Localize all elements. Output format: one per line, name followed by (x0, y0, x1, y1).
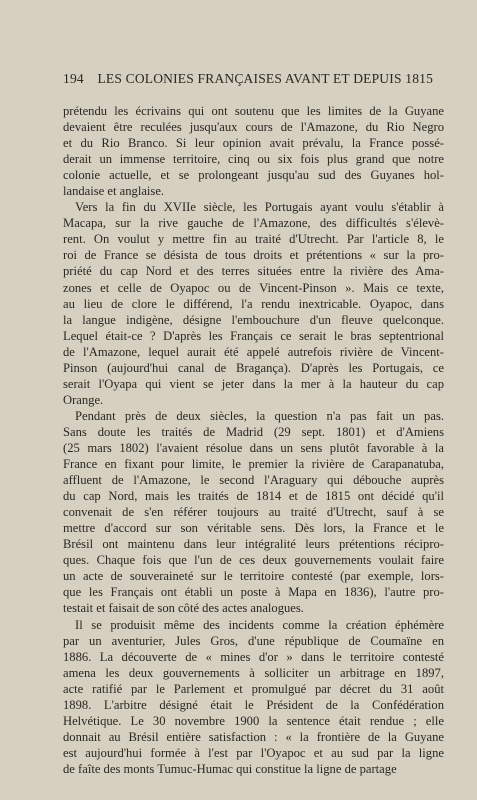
text-line: et du Rio Branco. Si leur opinion avait prévalu, la France possé- (63, 136, 444, 151)
text-line: acte ratifié par le Parlement et promulgué par décret du 31 août (63, 681, 444, 696)
text-line: la langue indigène, désigne l'embouchure d'un fleuve quelconque. (63, 312, 444, 327)
text-line: est aujourd'hui formée à l'est par l'Oyapoc et au sud par la ligne (63, 745, 444, 760)
running-head (63, 71, 443, 87)
text-line: France en fixant pour limite, le premier la rivière de Carapanatuba, (63, 457, 444, 472)
text-line: devaient être reculées jusqu'aux cours de l'Amazone, du Rio Negro (63, 120, 444, 135)
text-line: Orange. (63, 392, 104, 407)
text-line: zones et celle de Oyapoc ou de Vincent-Pinson ». Mais ce texte, (63, 280, 444, 295)
page-number: 194 (63, 71, 84, 86)
text-line: donnait au Brésil entière satisfaction : « la frontière de la Guyane (63, 729, 444, 744)
text-line: landaise et anglaise. (63, 184, 165, 199)
text-line: de faîte des monts Tumuc-Humac qui constitue la ligne de partage (63, 761, 397, 776)
text-line: 1898. L'arbitre désigné était le Président de la Confédération (63, 697, 444, 712)
text-line: Sans doute les traités de Madrid (29 sept. 1801) et d'Amiens (63, 424, 444, 439)
text-line: par un aventurier, Jules Gros, d'une république de Coumaïne en (63, 633, 444, 648)
text-line: prétendu les écrivains qui ont soutenu que les limites de la Guyane (63, 104, 444, 118)
body-text (63, 103, 444, 777)
text-line: 1886. La découverte de « mines d'or » dans le territoire contesté (63, 649, 444, 664)
text-line: colonie actuelle, et se prolongeant jusqu'au sud des Guyanes hol- (63, 168, 444, 183)
text-line: de l'Amazone, lequel aurait été appelé autrefois rivière de Vincent- (63, 344, 444, 359)
text-line: Pendant près de deux siècles, la question n'a pas fait un pas. (75, 408, 444, 423)
running-title: LES COLONIES FRANÇAISES AVANT ET DEPUIS 1815 (97, 71, 434, 86)
text-line: Lequel était-ce ? D'après les Français ce serait le bras septentrional (63, 328, 444, 343)
text-line: du cap Nord, mais les traités de 1814 et de 1815 ont décidé qu'il (63, 489, 444, 504)
text-line: roi de France se désista de tous droits et prétentions « sur la pro- (63, 248, 444, 263)
paragraph (63, 408, 444, 617)
text-line: Il se produisit même des incidents comme la création éphémère (75, 617, 444, 632)
text-line: Macapa, sur la rive gauche de l'Amazone, des difficultés s'élevè- (63, 216, 444, 231)
paragraph (63, 199, 444, 408)
text-line: (25 mars 1802) l'avaient résolue dans un sens plutôt favorable à la (63, 440, 444, 455)
text-line: serait l'Oyapa qui vient se jeter dans la mer à la hauteur du cap (63, 376, 444, 391)
text-line: un acte de souveraineté sur le territoire contesté (par exemple, lors- (63, 569, 444, 584)
text-line: Helvétique. Le 30 novembre 1900 la sentence était rendue ; elle (63, 713, 444, 728)
text-line: affluent de l'Amazone, le second l'Araguary qui débouche auprès (63, 473, 444, 488)
text-line: que les Français ont établi un poste à Mapa en 1836), l'autre pro- (63, 585, 444, 600)
text-line: au lieu de clore le différend, l'a rendu inextricable. Oyapoc, dans (63, 296, 444, 311)
text-line: amena les deux gouvernements à solliciter un arbitrage en 1897, (63, 665, 444, 680)
text-line: testait et faisait de son côté des actes analogues. (63, 601, 304, 616)
paragraph (63, 617, 444, 777)
paragraph (63, 103, 444, 199)
text-line: Vers la fin du XVIIe siècle, les Portugais ayant voulu s'établir à (75, 200, 444, 215)
text-line: rent. On voulut y mettre fin au traité d'Utrecht. Par l'article 8, le (63, 232, 444, 247)
text-line: priété du cap Nord et des terres situées entre la rivière des Ama- (63, 264, 444, 279)
text-line: derait un immense territoire, cinq ou six fois plus grand que notre (63, 152, 444, 167)
text-line: Brésil ont maintenu dans leur intégralité leurs prétentions récipro- (63, 537, 444, 552)
text-line: ques. Chaque fois que l'un de ces deux gouvernements voulait faire (63, 553, 444, 568)
text-line: mettre d'accord sur son véritable sens. Dès lors, la France et le (63, 521, 444, 536)
text-line: Pinson (aujourd'hui canal de Bragança). D'après les Portugais, ce (63, 360, 444, 375)
text-line: convenait de s'en référer toujours au traité d'Utrecht, sauf à se (63, 505, 444, 520)
